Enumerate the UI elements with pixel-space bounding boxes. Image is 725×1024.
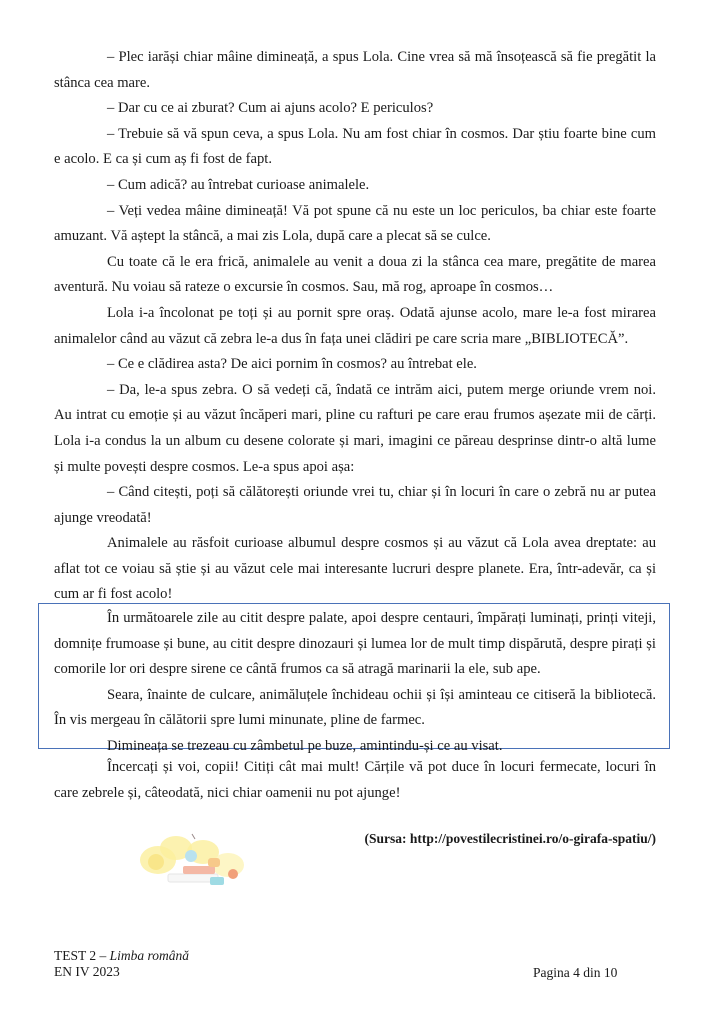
paragraph: – Plec iarăși chiar mâine dimineață, a spus Lola. Cine vrea să mă însoțească să fie pregătit la stânca cea mare. — [54, 49, 656, 91]
paragraph: – Când citești, poți să călătorești oriunde vrei tu, chiar și în locuri în care o zebră nu ar putea ajunge vreodată! — [54, 484, 656, 526]
paragraph: Cu toate că le era frică, animalele au venit a doua zi la stânca cea mare, pregătite de marea aventură. Nu voiau să rateze o excursie în cosmos. Sau, mă rog, aproape în cosmos… — [54, 253, 656, 296]
test-title — [54, 948, 189, 964]
paragraph: Lola i-a încolonat pe toți și au pornit spre oraș. Odată ajunse acolo, mare le-a fost mirarea animalelor când au văzut că zebra le-a dus în fața unei clădiri pe care scria mare „BIBLIOTECĂ”. — [54, 304, 656, 347]
exam-label: EN IV 2023 — [54, 964, 120, 979]
paragraph: În următoarele zile au citit despre palate, apoi despre centauri, împărați luminați, prinți viteji, domnițe frumoase și bune, au citit despre dinozauri și lumea lor de mult timp dispărută, despre pirați și comorile lor ori despre sirene ce cântă frumos ca să atragă marinarii la ele, sub ape. — [54, 610, 656, 678]
page-number: Pagina 4 din 10 — [533, 965, 618, 980]
paragraph: Dimineața se trezeau cu zâmbetul pe buze, amintindu-și ce au visat. — [107, 737, 503, 754]
paragraph: – Ce e clădirea asta? De aici pornim în cosmos? au întrebat ele. — [107, 356, 477, 373]
test-label: TEST 2 – — [54, 948, 110, 963]
closing-paragraph: Încercați și voi, copii! Citiți cât mai mult! Cărțile vă pot duce în locuri fermecate, locuri în care zebrele și, câteodată, nici chiar oamenii nu pot ajunge! — [54, 759, 656, 801]
books-illustration-icon — [128, 830, 254, 892]
paragraph: – Veți vedea mâine dimineață! Vă pot spune că nu este un loc periculos, ba chiar este foarte amuzant. Vă aștept la stâncă, a mai zis Lola, după care a plecat să se culce. — [54, 202, 656, 245]
paragraph: – Cum adică? au întrebat curioase animalele. — [107, 176, 370, 193]
footer-left — [54, 948, 189, 980]
paragraph: – Da, le-a spus zebra. O să vedeți că, îndată ce intrăm aici, putem merge oriunde vrem noi. Au intrat cu emoție și au văzut încăperi mari, pline cu rafturi pe care erau frumos așezate mii de cărți. Lola i-a condus la un album cu desene colorate și mari, imagini ce păreau desprinse dintr-o altă lume și multe povești despre cosmos. Le-a spus apoi așa: — [54, 381, 656, 475]
paragraph: Animalele au răsfoit curioase albumul despre cosmos și au văzut că Lola avea dreptate: au aflat tot ce voiau să știe și au văzut cele mai interesante lucruri despre planete. Era, într-adevăr, ca și cum ar fi fost acolo! — [54, 535, 656, 603]
source-citation: (Sursa: http://povestilecristinei.ro/o-girafa-spatiu/) — [364, 831, 656, 846]
story-body — [54, 45, 656, 608]
paragraph: – Trebuie să vă spun ceva, a spus Lola. Nu am fost chiar în cosmos. Dar știu foarte bine cum e acolo. E ca și cum aș fi fost de fapt. — [54, 125, 656, 168]
closing-section — [54, 755, 656, 806]
highlighted-box — [54, 606, 656, 760]
paragraph: Seara, înainte de culcare, animăluțele închideau ochii și își aminteau ce citiseră la bibliotecă. În vis mergeau în călătorii spre lumi minunate, pline de farmec. — [54, 686, 656, 729]
subject: Limba română — [109, 948, 190, 963]
paragraph: – Dar cu ce ai zburat? Cum ai ajuns acolo? E periculos? — [107, 100, 434, 117]
